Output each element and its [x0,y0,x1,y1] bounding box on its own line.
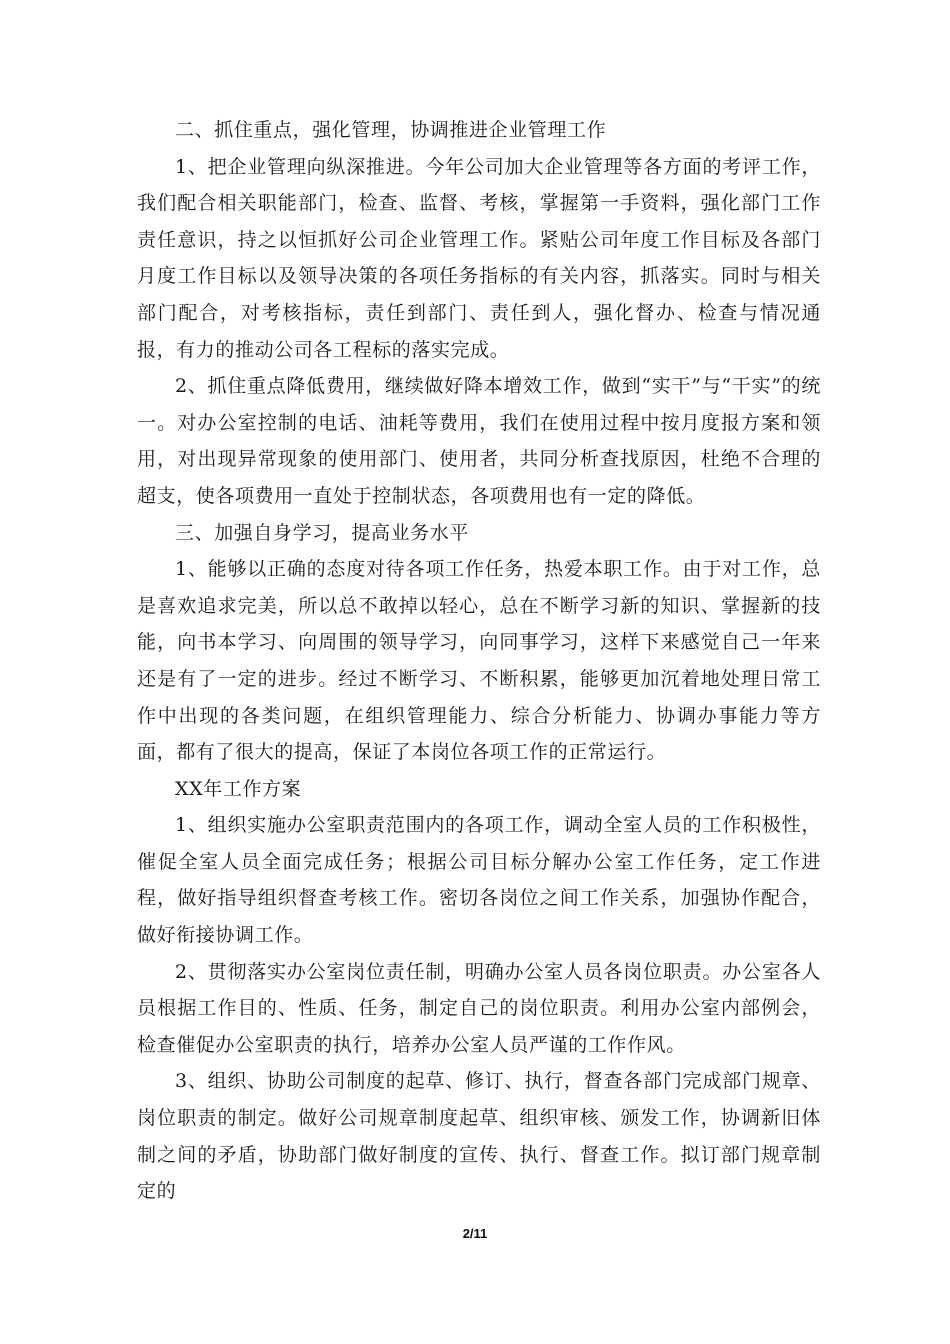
body-paragraph: 2、贯彻落实办公室岗位责任制，明确办公室人员各岗位职责。办公室各人员根据工作目的、性质、任务，制定自己的岗位职责。利用办公室内部例会，检查催促办公室职责的执行，培养办公室人员严谨的工作作风。 [137,960,821,1056]
body-paragraph: 1、能够以正确的态度对待各项工作任务，热爱本职工作。由于对工作，总是喜欢追求完美，所以总不敢掉以轻心，总在不断学习新的知识、掌握新的技能，向书本学习、向周围的领导学习，向同事学习，这样下来感觉自己一年来还是有了一定的进步。经过不断学习、不断积累，能够更加沉着地处理日常工作中出现的各类问题，在组织管理能力、综合分析能力、协调办事能力等方面，都有了很大的提高，保证了本岗位各项工作的正常运行。 [137,558,821,764]
body-paragraph: 2、抓住重点降低费用，继续做好降本增效工作，做到“实干”与“干实”的统一。对办公室控制的电话、油耗等费用，我们在使用过程中按月度报方案和领用，对出现异常现象的使用部门、使用者，共同分析查找原因，杜绝不合理的超支，使各项费用一直处于控制状态，各项费用也有一定的降低。 [137,375,821,507]
section-heading-3: 三、加强自身学习，提高业务水平 [175,521,470,544]
body-paragraph: 1、组织实施办公室职责范围内的各项工作，调动全室人员的工作积极性，催促全室人员全面完成任务；根据公司目标分解办公室工作任务，定工作进程，做好指导组织督查考核工作。密切各岗位之间工作关系，加强协作配合，做好衔接协调工作。 [137,814,821,947]
page-number: 2/11 [462,1226,488,1241]
body-paragraph: 3、组织、协助公司制度的起草、修订、执行，督查各部门完成部门规章、岗位职责的制定。做好公司规章制度起草、组织审核、颁发工作，协调新旧体制之间的矛盾，协助部门做好制度的宣传、执行、督查工作。拟订部门规章制定的 [137,1070,821,1203]
section-heading-2: 二、抓住重点，强化管理，协调推进企业管理工作 [175,119,607,141]
body-paragraph: 1、把企业管理向纵深推进。今年公司加大企业管理等各方面的考评工作，我们配合相关职能部门，检查、监督、考核，掌握第一手资料，强化部门工作责任意识，持之以恒抓好公司企业管理工作。紧贴公司年度工作目标及各部门月度工作目标以及领导决策的各项任务指标的有关内容，抓落实。同时与相关部门配合，对考核指标，责任到部门、责任到人，强化督办、检查与情况通报，有力的推动公司各工程标的落实完成。 [137,155,821,361]
document-body [137,112,821,1210]
section-heading-plan: XX年工作方案 [175,777,302,800]
